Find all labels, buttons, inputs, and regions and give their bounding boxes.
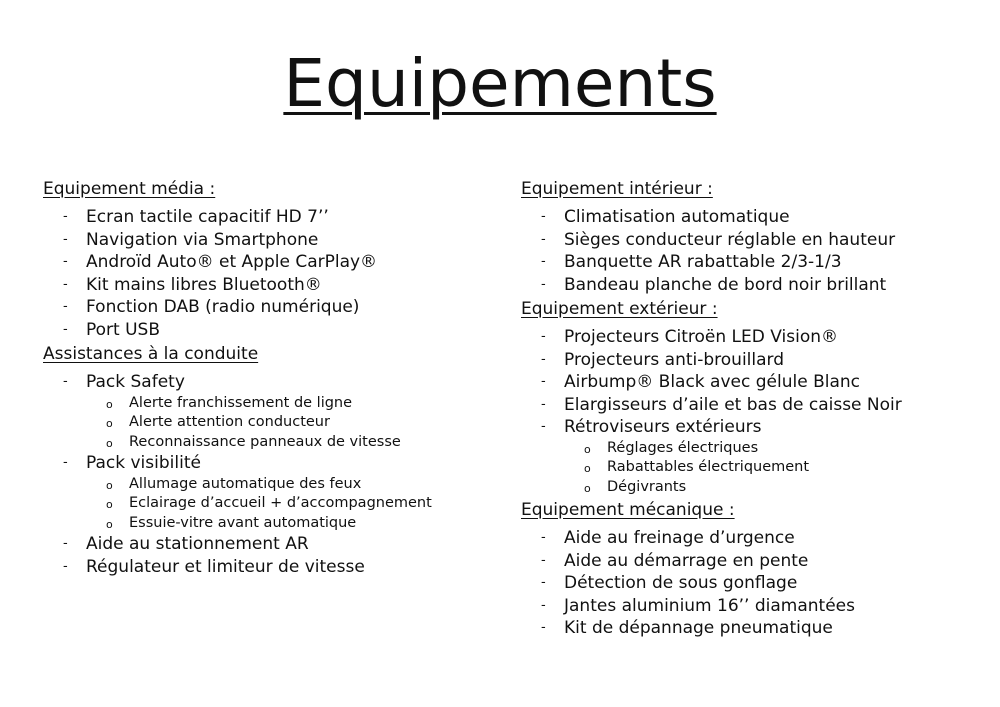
list-item-label: Pack Safety [86, 372, 185, 392]
list-item-label: Régulateur et limiteur de vitesse [86, 556, 365, 577]
sub-list-item-label: Essuie-vitre avant automatique [129, 514, 357, 531]
list-item [43, 274, 493, 297]
dash-bullet-icon: - [541, 396, 546, 412]
list-item-label: Ecran tactile capacitif HD 7’’ [86, 207, 329, 227]
section-title: Equipement mécanique : [521, 500, 735, 520]
item-list [43, 371, 493, 578]
circle-bullet-icon: o [106, 417, 113, 430]
sub-list-item-label: Réglages électriques [607, 439, 759, 456]
list-item [521, 394, 991, 417]
list-item-label: Aide au stationnement AR [86, 534, 309, 554]
circle-bullet-icon: o [106, 517, 113, 531]
list-item-label: Aide au freinage d’urgence [564, 528, 795, 548]
list-item-label: Navigation via Smartphone [86, 229, 319, 250]
sub-list-item-label: Allumage automatique des feux [129, 475, 362, 492]
list-item [521, 572, 991, 595]
dash-bullet-icon: - [63, 231, 68, 247]
list-item-label: Pack visibilité [86, 453, 201, 473]
list-item-label: Airbump® Black avec gélule Blanc [564, 372, 861, 392]
list-item-label: Androïd Auto® et Apple CarPlay® [86, 252, 378, 272]
sub-list-item [43, 475, 493, 495]
list-item-label: Sièges conducteur réglable en hauteur [564, 229, 896, 250]
circle-bullet-icon: o [106, 436, 113, 450]
sub-list-item-label: Dégivrants [607, 478, 687, 495]
circle-bullet-icon: o [106, 498, 113, 511]
list-item [43, 556, 493, 579]
dash-bullet-icon: - [541, 329, 546, 344]
list-item-label: Projecteurs Citroën LED Vision® [564, 327, 839, 347]
section-equipement-interieur [521, 178, 991, 296]
list-item-label: Aide au démarrage en pente [564, 550, 809, 571]
list-item-label: Bandeau planche de bord noir brillant [564, 274, 887, 295]
list-item [521, 595, 991, 618]
item-list [521, 206, 991, 296]
list-item-label: Elargisseurs d’aile et bas de caisse Noir [564, 394, 902, 415]
dash-bullet-icon: - [541, 419, 546, 434]
list-item [521, 326, 991, 349]
list-item-label: Projecteurs anti-brouillard [564, 349, 785, 370]
circle-bullet-icon: o [584, 442, 591, 456]
circle-bullet-icon: o [584, 462, 591, 475]
dash-bullet-icon: - [541, 351, 546, 367]
list-item [521, 251, 991, 274]
list-item [521, 527, 991, 550]
page-title-text: Equipements [283, 45, 717, 122]
list-item-label: Détection de sous gonflage [564, 573, 798, 593]
dash-bullet-icon: - [63, 558, 68, 574]
dash-bullet-icon: - [541, 276, 546, 292]
left-column [43, 178, 493, 580]
section-equipement-exterieur [521, 298, 991, 497]
section-assistances-a-la-conduite [43, 343, 493, 578]
circle-bullet-icon: o [584, 481, 591, 495]
dash-bullet-icon: - [63, 455, 68, 470]
section-title: Equipement média : [43, 179, 216, 199]
list-item-label: Jantes aluminium 16’’ diamantées [564, 595, 855, 616]
sub-list [564, 439, 991, 498]
sub-list-item [521, 478, 991, 498]
sub-list-item [43, 394, 493, 414]
list-item [43, 371, 493, 452]
section-title: Equipement extérieur : [521, 299, 718, 319]
dash-bullet-icon: - [63, 209, 68, 224]
item-list [521, 527, 991, 640]
list-item-label: Kit mains libres Bluetooth® [86, 274, 322, 295]
list-item [43, 229, 493, 252]
item-list [43, 206, 493, 341]
dash-bullet-icon: - [541, 552, 546, 568]
list-item-label: Port USB [86, 319, 161, 340]
sub-list-item [43, 514, 493, 534]
list-item [521, 349, 991, 372]
sub-list-item [43, 433, 493, 453]
dash-bullet-icon: - [541, 575, 546, 590]
list-item [43, 251, 493, 274]
sub-list [86, 394, 493, 453]
dash-bullet-icon: - [541, 254, 546, 269]
dash-bullet-icon: - [63, 321, 68, 337]
list-item [43, 533, 493, 556]
circle-bullet-icon: o [106, 478, 113, 492]
sub-list-item [43, 413, 493, 433]
dash-bullet-icon: - [63, 276, 68, 292]
list-item [521, 371, 991, 394]
dash-bullet-icon: - [541, 209, 546, 224]
item-list [521, 326, 991, 497]
dash-bullet-icon: - [63, 536, 68, 551]
dash-bullet-icon: - [541, 374, 546, 389]
sub-list-item [43, 494, 493, 514]
dash-bullet-icon: - [541, 530, 546, 545]
dash-bullet-icon: - [541, 597, 546, 613]
list-item [521, 206, 991, 229]
sub-list-item-label: Eclairage d’accueil + d’accompagnement [129, 495, 432, 511]
list-item-label: Fonction DAB (radio numérique) [86, 297, 360, 317]
right-column [521, 178, 991, 642]
page-title [0, 44, 1000, 124]
section-title: Assistances à la conduite [43, 344, 259, 364]
circle-bullet-icon: o [106, 397, 113, 411]
list-item [521, 229, 991, 252]
section-equipement-media [43, 178, 493, 341]
list-item [43, 452, 493, 533]
dash-bullet-icon: - [63, 299, 68, 314]
list-item-label: Kit de dépannage pneumatique [564, 618, 833, 638]
sub-list-item-label: Alerte franchissement de ligne [129, 394, 353, 411]
list-item [43, 296, 493, 319]
sub-list-item-label: Reconnaissance panneaux de vitesse [129, 433, 401, 450]
section-title: Equipement intérieur : [521, 179, 713, 199]
list-item-label: Climatisation automatique [564, 207, 790, 227]
list-item [521, 617, 991, 640]
list-item-label: Rétroviseurs extérieurs [564, 417, 762, 437]
dash-bullet-icon: - [63, 374, 68, 389]
section-equipement-mecanique [521, 499, 991, 640]
list-item-label: Banquette AR rabattable 2/3-1/3 [564, 252, 842, 272]
dash-bullet-icon: - [63, 254, 68, 269]
dash-bullet-icon: - [541, 231, 546, 247]
list-item [43, 319, 493, 342]
list-item [521, 274, 991, 297]
list-item [521, 416, 991, 497]
dash-bullet-icon: - [541, 620, 546, 635]
sub-list-item [521, 439, 991, 459]
list-item [43, 206, 493, 229]
sub-list-item-label: Rabattables électriquement [607, 459, 810, 475]
sub-list-item [521, 458, 991, 478]
list-item [521, 550, 991, 573]
sub-list [86, 475, 493, 534]
sub-list-item-label: Alerte attention conducteur [129, 414, 330, 430]
